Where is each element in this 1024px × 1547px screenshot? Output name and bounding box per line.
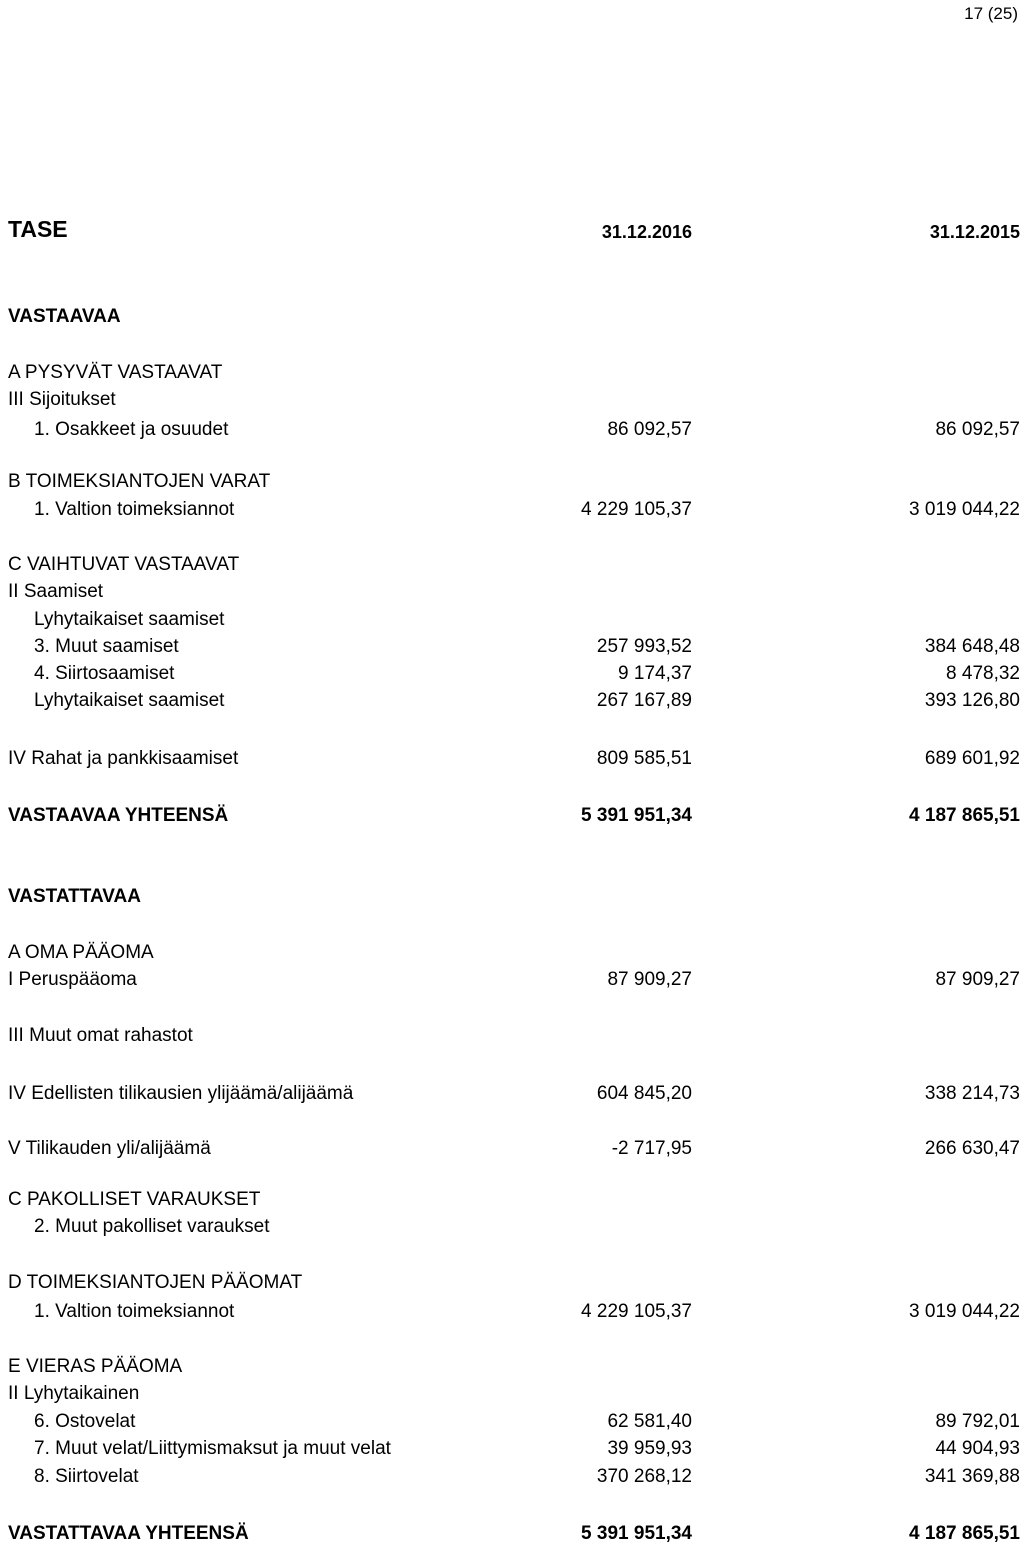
balance-row [0,940,1024,966]
row-label: VASTAAVAA [8,306,121,327]
value-2015: 87 909,27 [935,969,1020,990]
value-2015: 393 126,80 [924,690,1020,711]
balance-row [0,1521,1024,1547]
value-2015: 4 187 865,51 [909,1523,1020,1544]
row-label: V Tilikauden yli/alijäämä [8,1138,211,1159]
row-label: 3. Muut saamiset [34,636,179,657]
value-2015: 44 904,93 [935,1438,1020,1459]
row-label: 7. Muut velat/Liittymismaksut ja muut velat [34,1438,391,1459]
row-label: VASTATTAVAA YHTEENSÄ [8,1523,249,1544]
value-2016: 39 959,93 [607,1438,692,1459]
balance-row [0,417,1024,443]
balance-row [0,1354,1024,1380]
value-2016: 4 229 105,37 [581,499,692,520]
row-label: A OMA PÄÄOMA [8,942,154,963]
balance-row [0,1381,1024,1407]
row-label: III Muut omat rahastot [8,1025,193,1046]
balance-row [0,607,1024,633]
row-label: 1. Valtion toimeksiannot [34,1301,235,1322]
row-label: 8. Siirtovelat [34,1466,139,1487]
row-label: 1. Osakkeet ja osuudet [34,419,229,440]
value-2016: 87 909,27 [607,969,692,990]
balance-row [0,1270,1024,1296]
row-label: 1. Valtion toimeksiannot [34,499,235,520]
value-2015: 3 019 044,22 [909,1301,1020,1322]
page-number: 17 (25) [964,4,1018,23]
balance-row [0,634,1024,660]
row-label: IV Edellisten tilikausien ylijäämä/alijäämä [8,1083,354,1104]
balance-row [0,360,1024,386]
balance-row [0,497,1024,523]
value-2016: 257 993,52 [596,636,692,657]
row-label: III Sijoitukset [8,389,116,410]
value-2016: 370 268,12 [596,1466,692,1487]
balance-row [0,1023,1024,1049]
column-header-2016: 31.12.2016 [601,222,692,242]
row-label: I Peruspääoma [8,969,137,990]
balance-row [0,1464,1024,1490]
balance-row [0,469,1024,495]
balance-row [0,304,1024,330]
value-2016: -2 717,95 [611,1138,692,1159]
row-label: VASTAAVAA YHTEENSÄ [8,805,229,826]
row-label: E VIERAS PÄÄOMA [8,1356,183,1377]
value-2016: 604 845,20 [596,1083,692,1104]
row-label: IV Rahat ja pankkisaamiset [8,748,239,769]
value-2016: 62 581,40 [607,1411,692,1432]
value-2016: 9 174,37 [618,663,692,684]
value-2015: 89 792,01 [935,1411,1020,1432]
value-2015: 341 369,88 [924,1466,1020,1487]
value-2015: 266 630,47 [924,1138,1020,1159]
row-label: C VAIHTUVAT VASTAAVAT [8,554,240,575]
row-label: A PYSYVÄT VASTAAVAT [8,362,223,383]
value-2016: 5 391 951,34 [581,1523,692,1544]
balance-row [0,1436,1024,1462]
row-label: VASTATTAVAA [8,886,141,907]
value-2015: 86 092,57 [935,419,1020,440]
row-label: D TOIMEKSIANTOJEN PÄÄOMAT [8,1272,303,1293]
value-2015: 3 019 044,22 [909,499,1020,520]
balance-row [0,688,1024,714]
row-label: II Saamiset [8,581,104,602]
balance-row [0,1214,1024,1240]
row-label: II Lyhytaikainen [8,1383,140,1404]
balance-row [0,1299,1024,1325]
balance-row [0,884,1024,910]
value-2015: 8 478,32 [946,663,1020,684]
balance-row [0,967,1024,993]
value-2016: 267 167,89 [596,690,692,711]
row-label: B TOIMEKSIANTOJEN VARAT [8,471,271,492]
row-label: 2. Muut pakolliset varaukset [34,1216,270,1237]
balance-row [0,1187,1024,1213]
balance-row [0,1136,1024,1162]
balance-row [0,1409,1024,1435]
balance-row [0,387,1024,413]
row-label: 4. Siirtosaamiset [34,663,175,684]
document-title: TASE [8,216,68,242]
row-label: Lyhytaikaiset saamiset [34,609,225,630]
value-2015: 384 648,48 [924,636,1020,657]
value-2015: 4 187 865,51 [909,805,1020,826]
value-2015: 338 214,73 [924,1083,1020,1104]
value-2016: 86 092,57 [607,419,692,440]
value-2016: 4 229 105,37 [581,1301,692,1322]
row-label: C PAKOLLISET VARAUKSET [8,1189,261,1210]
balance-row [0,1081,1024,1107]
row-label: Lyhytaikaiset saamiset [34,690,225,711]
value-2015: 689 601,92 [924,748,1020,769]
value-2016: 809 585,51 [596,748,692,769]
balance-row [0,746,1024,772]
balance-row [0,579,1024,605]
balance-row [0,803,1024,829]
value-2016: 5 391 951,34 [581,805,692,826]
balance-row [0,552,1024,578]
column-header-2015: 31.12.2015 [929,222,1020,242]
row-label: 6. Ostovelat [34,1411,136,1432]
balance-row [0,661,1024,687]
